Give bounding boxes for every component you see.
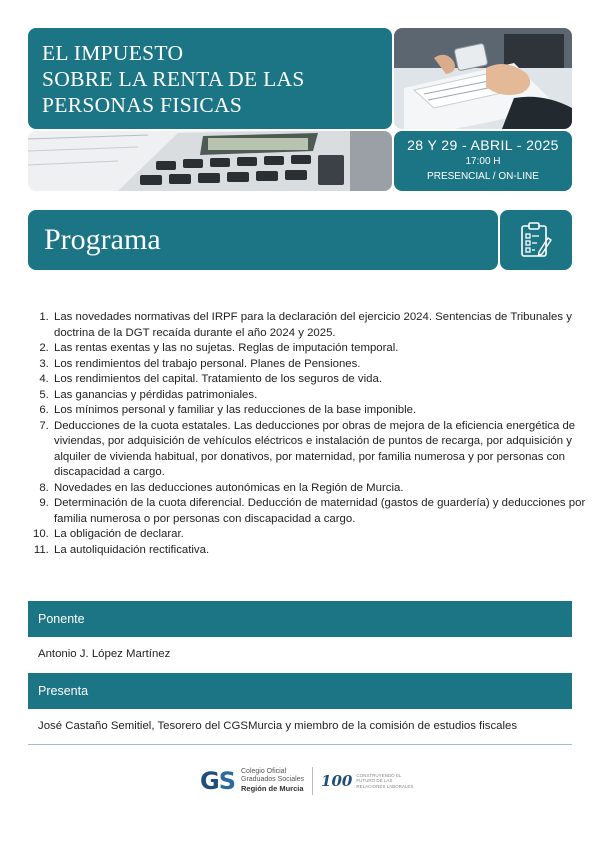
- ponente-name: Antonio J. López Martínez: [38, 648, 171, 660]
- list-item: 7. Deducciones de la cuota estatales. Las deducciones por obras de mejora de la eficiencia energética de viviendas, por adquisición de vehículos eléctricos e instalación de puntos de recarga, por adquisición y alquiler de vivienda habitual, por donativos, por maternidad, por familia numerosa y por personas con discapacidad a cargo.: [52, 419, 592, 481]
- org-line-1: Colegio Oficial: [241, 767, 287, 775]
- list-item: 3. Los rendimientos del trabajo personal. Planes de Pensiones.: [52, 357, 592, 373]
- presenta-text: José Castaño Semitiel, Tesorero del CGSMurcia y miembro de la comisión de estudios fiscales: [38, 720, 518, 732]
- list-item: 1. Las novedades normativas del IRPF para la declaración del ejercicio 2024. Sentencias de Tribunales y doctrina de la DGT recaída durante el año 2024 y 2025.: [52, 310, 592, 341]
- divider: [28, 744, 572, 745]
- list-item: 2. Las rentas exentas y las no sujetas. Reglas de imputación temporal.: [52, 341, 592, 357]
- org-name: [241, 768, 304, 795]
- presenta-bar: [28, 673, 572, 709]
- title-line-2: SOBRE LA RENTA DE LAS: [42, 67, 305, 91]
- centenary-logo: 100: [321, 772, 353, 790]
- calculator-photo: [28, 131, 392, 191]
- list-item: 9. Determinación de la cuota diferencial. Deducción de maternidad (gastos de guardería) y deducciones por familia numerosa o por personas con discapacidad a cargo.: [52, 496, 592, 527]
- clipboard-icon: [500, 210, 572, 270]
- date-box: [394, 131, 572, 191]
- title-line-1: EL IMPUESTO: [42, 41, 184, 65]
- ponente-bar: [28, 601, 572, 637]
- office-photo: [394, 28, 572, 129]
- logo-separator: [312, 767, 313, 795]
- event-mode: PRESENCIAL / ON-LINE: [427, 171, 539, 182]
- list-item: 10. La obligación de declarar.: [52, 527, 592, 543]
- cgs-logo: GS: [200, 767, 235, 795]
- title-banner: [28, 28, 392, 129]
- programa-heading: Programa: [44, 223, 161, 256]
- list-item: 6. Los mínimos personal y familiar y las reducciones de la base imponible.: [52, 403, 592, 419]
- org-line-2: Graduados Sociales: [241, 776, 305, 784]
- footer-logos: [200, 764, 420, 798]
- programa-list: [28, 310, 592, 558]
- title-line-3: PERSONAS FISICAS: [42, 93, 243, 117]
- list-item: 11. La autoliquidación rectificativa.: [52, 543, 592, 559]
- event-date: 28 Y 29 - ABRIL - 2025: [407, 137, 559, 153]
- list-item: 5. Las ganancias y pérdidas patrimoniales.: [52, 388, 592, 404]
- programa-heading-bar: [28, 210, 498, 270]
- list-item: 4. Los rendimientos del capital. Tratamiento de los seguros de vida.: [52, 372, 592, 388]
- event-time: 17:00 H: [465, 156, 501, 167]
- centenary-text: CONSTRUYENDO EL FUTURO DE LAS RELACIONES LABORALES: [356, 772, 414, 789]
- ponente-label: Ponente: [38, 612, 85, 626]
- presenta-label: Presenta: [38, 684, 89, 698]
- org-region: Región de Murcia: [241, 783, 304, 793]
- list-item: 8. Novedades en las deducciones autonómicas en la Región de Murcia.: [52, 481, 592, 497]
